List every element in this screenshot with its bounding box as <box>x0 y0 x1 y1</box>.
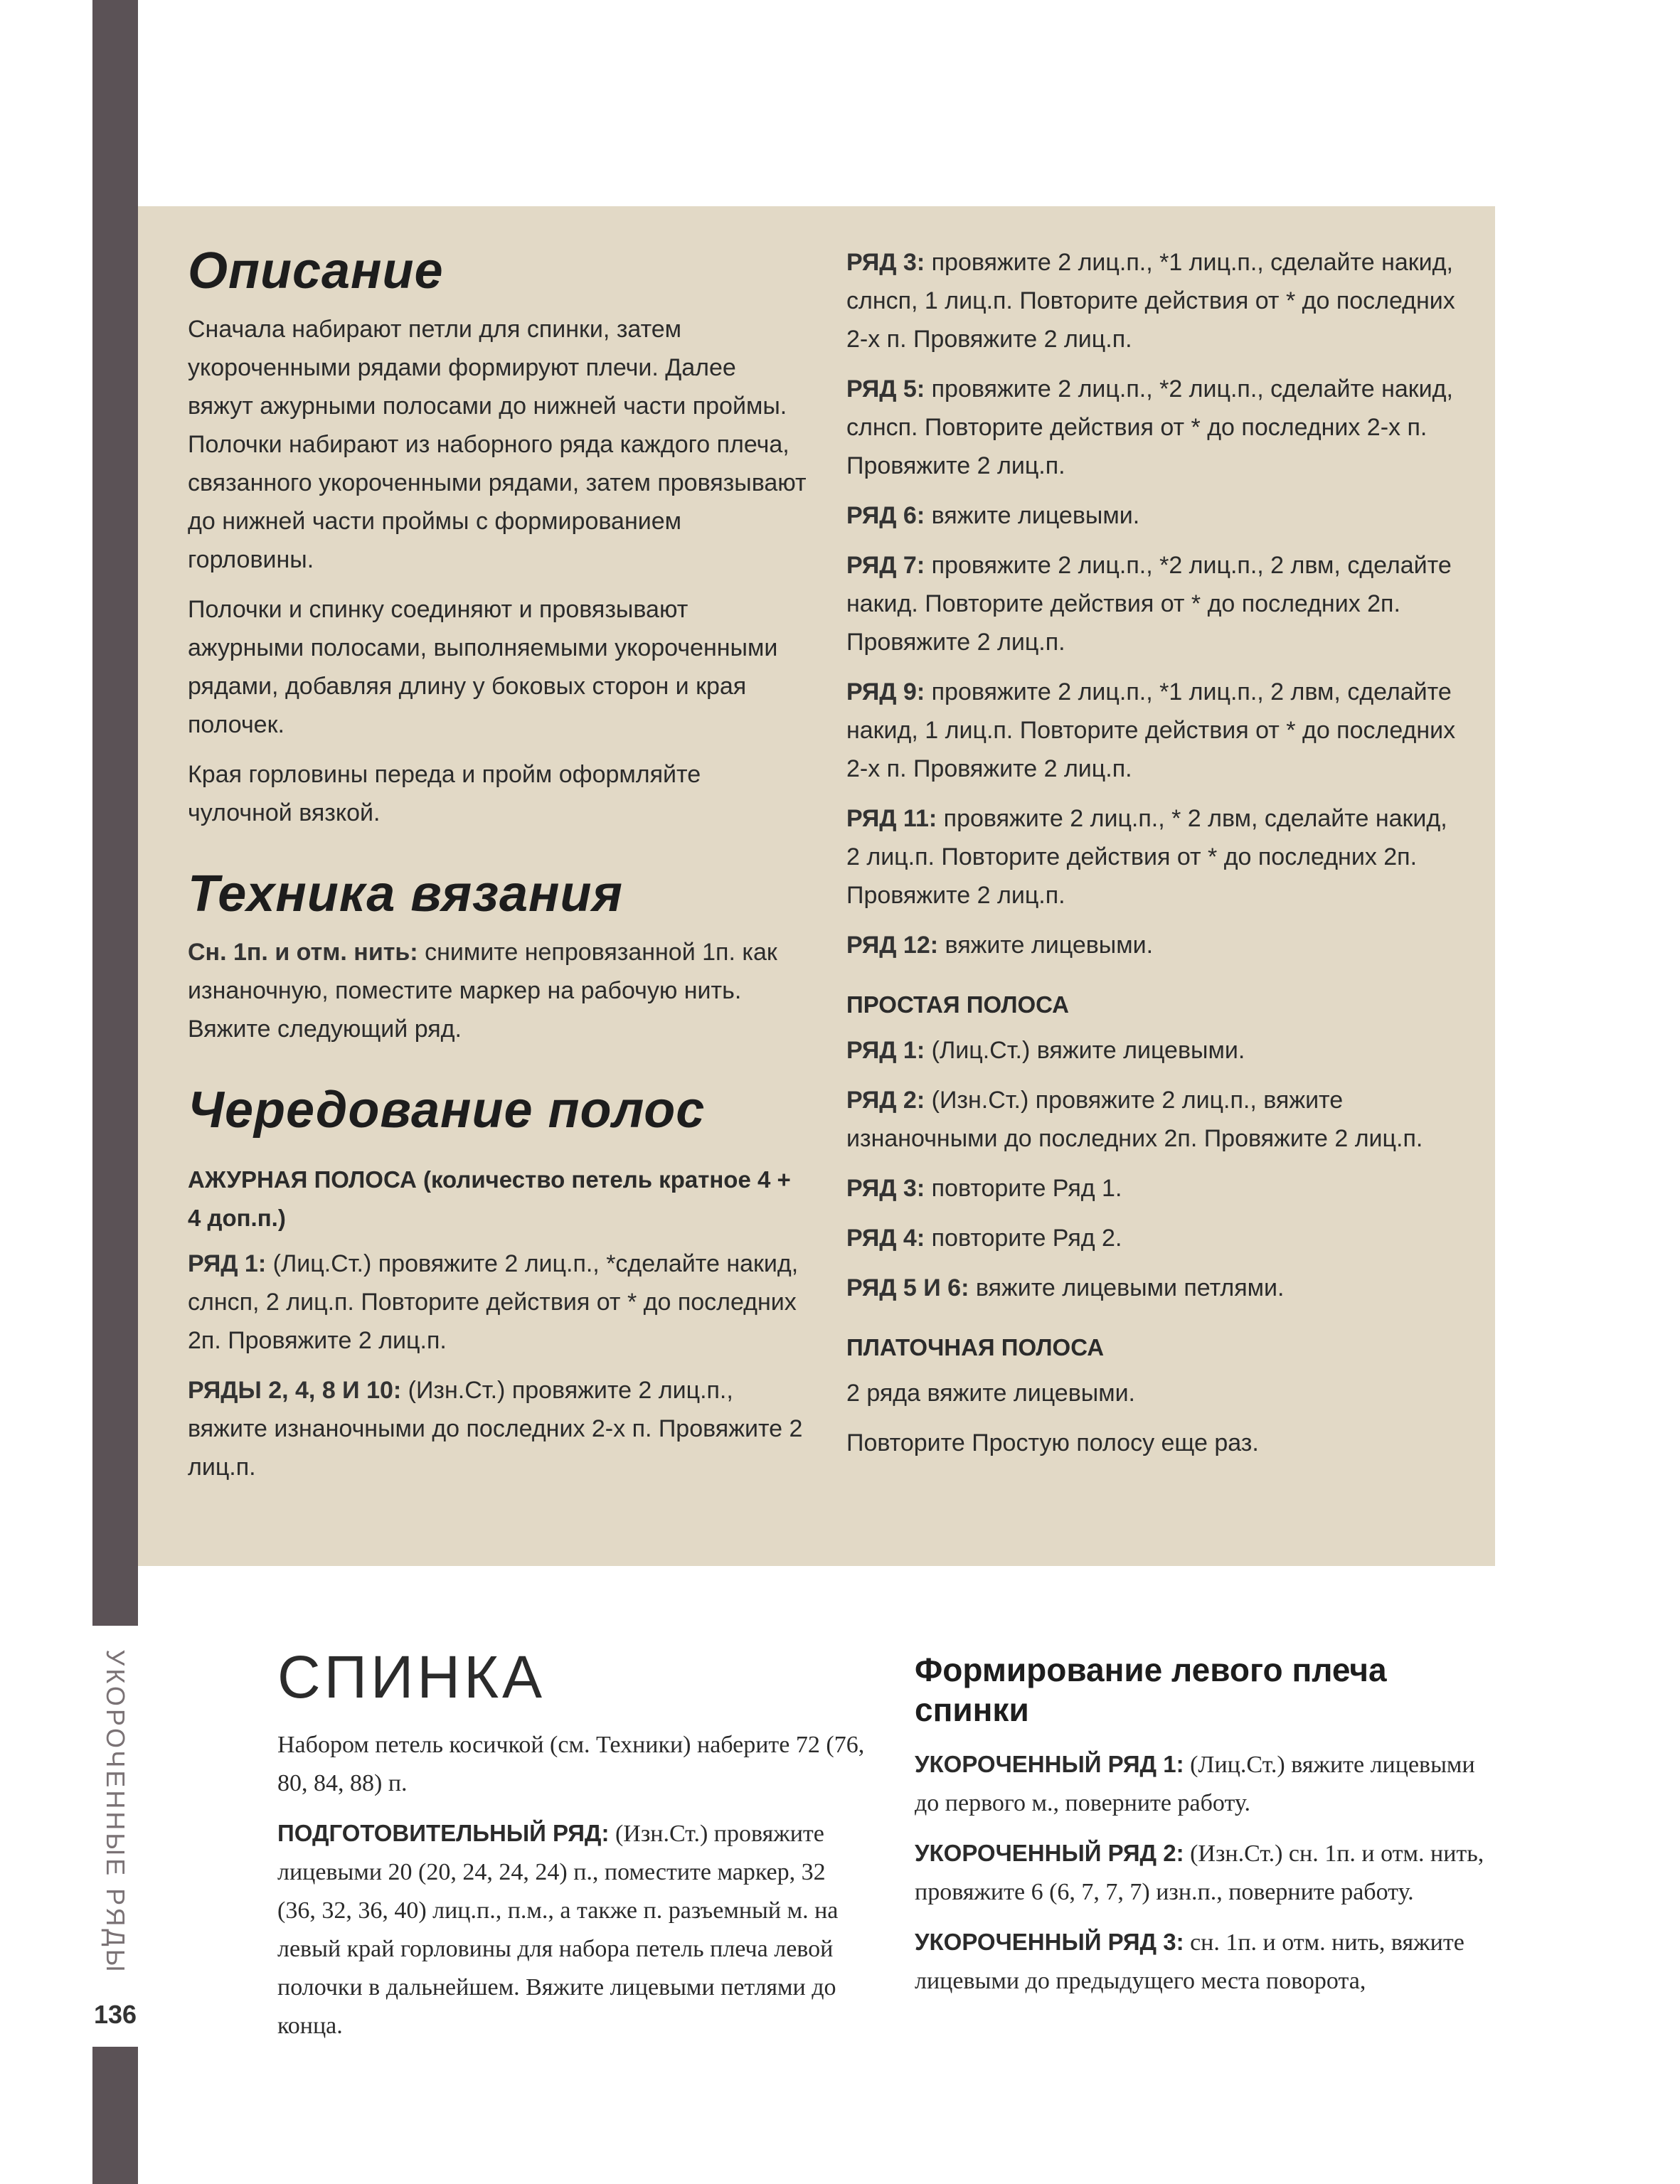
row-label: РЯД 6: <box>846 502 925 529</box>
row-text: провяжите 2 лиц.п., *2 лиц.п., сделайте накид, слнсп. Повторите действия от * до последних 2-х п. Провяжите 2 лиц.п. <box>846 375 1453 479</box>
row-label: РЯДЫ 2, 4, 8 И 10: <box>188 1377 402 1404</box>
row-label: РЯД 5 И 6: <box>846 1274 969 1301</box>
row-text: провяжите 2 лиц.п., *1 лиц.п., сделайте накид, слнсп, 1 лиц.п. Повторите действия от * до последних 2-х п. Провяжите 2 лиц.п. <box>846 249 1455 353</box>
technique-text: снимите непровязанной 1п. как изнаночную, поместите маркер на рабочую нить. Вяжите следующий ряд. <box>188 939 777 1043</box>
simple-row <box>846 1219 1465 1257</box>
back-section <box>277 1643 868 2057</box>
row-text: вяжите лицевыми. <box>945 932 1154 959</box>
simple-row <box>846 1081 1465 1158</box>
info-left-column <box>188 242 807 1498</box>
prep-row-label: ПОДГОТОВИТЕЛЬНЫЙ РЯД: <box>277 1820 610 1846</box>
spine-bar-bottom <box>92 2047 138 2184</box>
row-label: РЯД 12: <box>846 932 939 959</box>
short-row <box>915 1745 1505 1823</box>
simple-row <box>846 1269 1465 1307</box>
row-text: провяжите 2 лиц.п., *2 лиц.п., 2 лвм, сделайте накид. Повторите действия от * до последних 2п. Провяжите 2 лиц.п. <box>846 552 1452 656</box>
openwork-row <box>846 496 1465 535</box>
garter-stripe-heading: ПЛАТОЧНАЯ ПОЛОСА <box>846 1334 1105 1360</box>
openwork-row <box>188 1371 807 1486</box>
stripes-title: Чередование полос <box>188 1082 706 1139</box>
simple-stripe-heading: ПРОСТАЯ ПОЛОСА <box>846 991 1070 1018</box>
back-prep-row <box>277 1814 868 2045</box>
simple-row <box>846 1031 1465 1070</box>
short-row-text: (Лиц.Ст.) вяжите лицевыми до первого м., поверните работу. <box>915 1752 1475 1816</box>
row-label: РЯД 9: <box>846 678 925 705</box>
short-row-label: УКОРОЧЕННЫЙ РЯД 3: <box>915 1929 1184 1955</box>
row-label: РЯД 4: <box>846 1225 925 1252</box>
short-row-label: УКОРОЧЕННЫЙ РЯД 2: <box>915 1840 1184 1866</box>
row-label: РЯД 1: <box>846 1037 925 1064</box>
left-shoulder-section <box>915 1650 1505 2012</box>
row-text: провяжите 2 лиц.п., * 2 лвм, сделайте накид, 2 лиц.п. Повторите действия от * до последних 2п. Провяжите 2 лиц.п. <box>846 805 1447 909</box>
openwork-row <box>846 243 1465 358</box>
simple-row <box>846 1169 1465 1208</box>
row-label: РЯД 1: <box>188 1250 267 1277</box>
back-intro: Набором петель косичкой (см. Техники) наберите 72 (76, 80, 84, 88) п. <box>277 1732 865 1796</box>
technique-paragraph <box>188 933 807 1048</box>
openwork-row <box>846 799 1465 915</box>
description-paragraph-3: Края горловины переда и пройм оформляйте чулочной вязкой. <box>188 761 701 826</box>
short-row-label: УКОРОЧЕННЫЙ РЯД 1: <box>915 1751 1184 1777</box>
openwork-row <box>846 370 1465 485</box>
short-row-text: сн. 1п. и отм. нить, вяжите лицевыми до предыдущего места поворота, <box>915 1929 1464 1994</box>
row-label: РЯД 2: <box>846 1087 925 1114</box>
section-label: УКОРОЧЕННЫЕ РЯДЫ <box>101 1649 130 1975</box>
info-right-column <box>846 243 1465 1474</box>
openwork-row <box>846 926 1465 964</box>
garter-line-1: 2 ряда вяжите лицевыми. <box>846 1380 1136 1407</box>
technique-title: Техника вязания <box>188 865 623 922</box>
prep-row-text: (Изн.Ст.) провяжите лицевыми 20 (20, 24, 24, 24) п., поместите маркер, 32 (36, 32, 36, 40) лиц.п., п.м., а также п. разъемный м. на левый край горловины для набора петель плеча левой полочки в дальнейшем. Вяжите лицевыми петлями до конца. <box>277 1821 839 2039</box>
back-title: СПИНКА <box>277 1644 546 1710</box>
row-label: РЯД 3: <box>846 1175 925 1202</box>
left-shoulder-title: Формирование левого плеча спинки <box>915 1651 1387 1728</box>
garter-line-2: Повторите Простую полосу еще раз. <box>846 1429 1259 1456</box>
row-text: провяжите 2 лиц.п., *1 лиц.п., 2 лвм, сделайте накид, 1 лиц.п. Повторите действия от * до последних 2-х п. Провяжите 2 лиц.п. <box>846 678 1456 782</box>
description-title: Описание <box>188 243 444 299</box>
row-text: вяжите лицевыми петлями. <box>975 1274 1285 1301</box>
short-row <box>915 1923 1505 2001</box>
openwork-heading: АЖУРНАЯ ПОЛОСА (количество петель кратное 4 + 4 доп.п.) <box>188 1166 791 1231</box>
openwork-row <box>188 1245 807 1360</box>
row-label: РЯД 3: <box>846 249 925 276</box>
spine-bar-top <box>92 0 138 1626</box>
short-row <box>915 1834 1505 1912</box>
openwork-row <box>846 673 1465 788</box>
row-text: (Изн.Ст.) провяжите 2 лиц.п., вяжите изнаночными до последних 2п. Провяжите 2 лиц.п. <box>846 1087 1423 1152</box>
row-text: (Лиц.Ст.) провяжите 2 лиц.п., *сделайте накид, слнсп, 2 лиц.п. Повторите действия от * до последних 2п. Провяжите 2 лиц.п. <box>188 1250 799 1354</box>
description-paragraph-1: Сначала набирают петли для спинки, затем укороченными рядами формируют плечи. Далее вяжут ажурными полосами до нижней части проймы. Полочки набирают из наборного ряда каждого плеча, связанного укороченными рядами, затем провязывают до нижней части проймы с формированием горловины. <box>188 316 807 573</box>
row-text: (Изн.Ст.) провяжите 2 лиц.п., вяжите изнаночными до последних 2-х п. Провяжите 2 лиц.п. <box>188 1377 803 1481</box>
openwork-row <box>846 546 1465 661</box>
row-label: РЯД 7: <box>846 552 925 579</box>
technique-term: Сн. 1п. и отм. нить: <box>188 939 418 966</box>
row-label: РЯД 5: <box>846 375 925 403</box>
row-label: РЯД 11: <box>846 805 937 832</box>
row-text: (Лиц.Ст.) вяжите лицевыми. <box>931 1037 1245 1064</box>
description-paragraph-2: Полочки и спинку соединяют и провязывают ажурными полосами, выполняемыми укороченными рядами, добавляя длину у боковых сторон и края полочек. <box>188 596 778 738</box>
row-text: вяжите лицевыми. <box>931 502 1140 529</box>
short-row-text: (Изн.Ст.) сн. 1п. и отм. нить, провяжите 6 (6, 7, 7, 7) изн.п., поверните работу. <box>915 1841 1484 1905</box>
row-text: повторите Ряд 1. <box>931 1175 1122 1202</box>
row-text: повторите Ряд 2. <box>931 1225 1122 1252</box>
page-number: 136 <box>93 2000 137 2029</box>
